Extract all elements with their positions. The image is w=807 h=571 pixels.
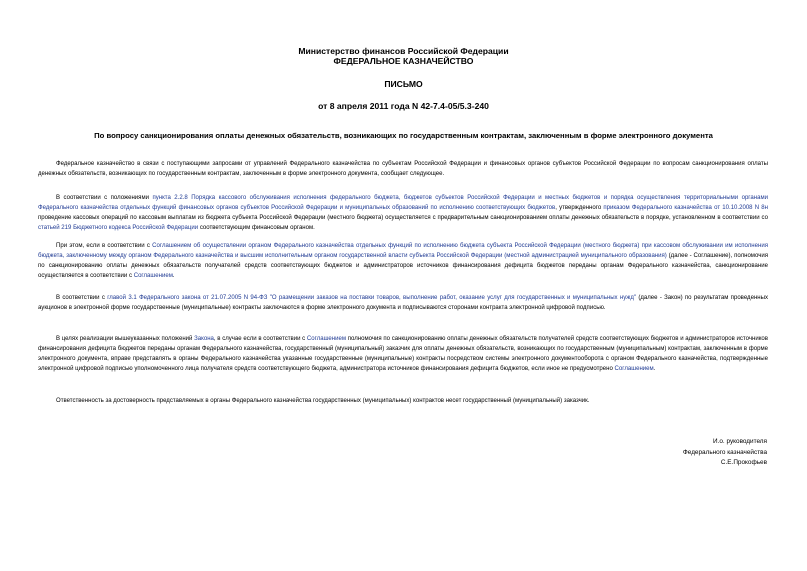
agreement-text-3: . — [172, 273, 175, 279]
paragraph-procedure — [38, 193, 768, 233]
signatory-name: С.Е.Прокофьев — [720, 459, 767, 466]
link-budget-code-article[interactable]: статьей 219 Бюджетного кодекса Российской Федерации — [38, 225, 199, 231]
signatory-organization: Федерального казначейства — [682, 448, 767, 456]
signature-block — [547, 437, 767, 469]
agreement-text-1: При этом, если в соответствии с — [56, 243, 153, 249]
paragraph-law — [38, 293, 768, 313]
link-treasury-order[interactable]: приказом Федерального казначейства от 10.10.2008 N 8н — [603, 205, 768, 211]
agreement-text-2: (далее - Соглашение), полномочия по санкционированию оплаты денежных обязательств получателей средств соответствующих бюджетов и администраторов источников финансирования дефицита бюджетов переданы органам Федерального казначейства, санкционирование осуществляется в соответствии с — [38, 253, 768, 279]
paragraph-responsibility — [38, 396, 768, 406]
ministry-name: Министерство финансов Российской Федерации — [298, 46, 509, 56]
procedure-text-2: , утвержденного — [555, 205, 604, 211]
procedure-text-4: соответствующим финансовым органом. — [198, 225, 315, 231]
paragraph-implementation — [38, 334, 768, 374]
intro-text: Федеральное казначейство в связи с поступающими запросами от управлений Федерального казначейства по субъектам Российской Федерации и финансовых органов субъектов Российской Федерации по вопросам санкционирования оплаты денежных обязательств, возникающих по государственным контрактам, заключенным в форме электронного документа, сообщает следующее. — [38, 161, 768, 177]
link-agreement-3[interactable]: Соглашением — [614, 366, 654, 372]
document-subject: По вопросу санкционирования оплаты денежных обязательств, возникающих по государственным контрактам, заключенным в форме электронного документа — [94, 131, 713, 140]
implementation-text-4: . — [653, 366, 656, 372]
paragraph-intro — [38, 159, 768, 179]
implementation-text-2: , в случае если в соответствии с — [213, 336, 307, 342]
implementation-text-1: В целях реализации вышеуказанных положений — [56, 336, 195, 342]
procedure-text-1: В соответствии с положениями — [56, 195, 153, 201]
agency-name: ФЕДЕРАЛЬНОЕ КАЗНАЧЕЙСТВО — [333, 56, 474, 66]
law-text-2: (далее - Закон) по результатам проведенных аукционов в электронной форме государственные (муниципальные) контракты заключаются в форме электронного документа и подписываются сторонами контракта электронной цифровой подписью. — [38, 295, 769, 311]
link-agreement[interactable]: Соглашением — [133, 273, 173, 279]
paragraph-agreement — [38, 241, 768, 281]
responsibility-text: Ответственность за достоверность представляемых в органы Федерального казначейства государственных (муниципальных) контрактов несет государственный (муниципальный) заказчик. — [56, 398, 590, 404]
document-type: ПИСЬМО — [384, 79, 423, 89]
law-text-1: В соответствии с — [56, 295, 108, 301]
link-federal-law-chapter[interactable]: главой 3.1 Федерального закона от 21.07.2005 N 94-ФЗ "О размещении заказов на поставки товаров, выполнение работ, оказание услуг для государственных и муниципальных нужд" — [107, 295, 637, 301]
document-number: от 8 апреля 2011 года N 42-7.4-05/5.3-240 — [318, 101, 489, 111]
signatory-title: И.о. руководителя — [713, 438, 767, 445]
procedure-text-3: проведение кассовых операций по кассовым выплатам из бюджета субъекта Российской Федерации (местного бюджета) осуществляется с предварительным санкционированием оплаты денежных обязательств в порядке, установленном в соответствии со — [38, 215, 768, 221]
link-law[interactable]: Закона — [194, 336, 214, 342]
link-agreement-title[interactable]: Соглашением об осуществлении органом Федерального казначейства отдельных функций по исполнению бюджета субъекта Российской Федерации (местного бюджета) при кассовом обслуживании им исполнения бюджета, заключенному между органом Федерального казначейства и высшим исполнительным органом государственной власти субъекта Российской Федерации (местной администрацией муниципального образования) — [38, 243, 768, 259]
link-procedure-clause[interactable]: пункта 2.2.8 Порядка кассового обслуживания исполнения федерального бюджета, бюджетов субъектов Российской Федерации и местных бюджетов и порядка осуществления территориальными органами Федерального казначейства отдельных функций финансовых органов субъектов Российской Федерации и муниципальных образований по исполнению соответствующих бюджетов — [38, 195, 768, 211]
implementation-text-3: полномочия по санкционированию оплаты денежных обязательств получателей средств соответствующих бюджетов и администраторов источников финансирования дефицита бюджетов переданы органам Федерального казначейства, государственный (муниципальный) заказчик для оплаты денежных обязательств, возникающих по государственным (муниципальным) контрактам, заключенным в форме электронного документа, вправе представлять в органы Федерального казначейства указанные государственные (муниципальные) контракты посредством системы электронного документооборота с органом Федерального казначейства, подтвержденные электронной цифровой подписью уполномоченного лица получателя средств соответствующего бюджета, администратора источников финансирования дефицита бюджетов, если иное не предусмотрено — [38, 336, 768, 372]
link-agreement-2[interactable]: Соглашением — [306, 336, 347, 342]
